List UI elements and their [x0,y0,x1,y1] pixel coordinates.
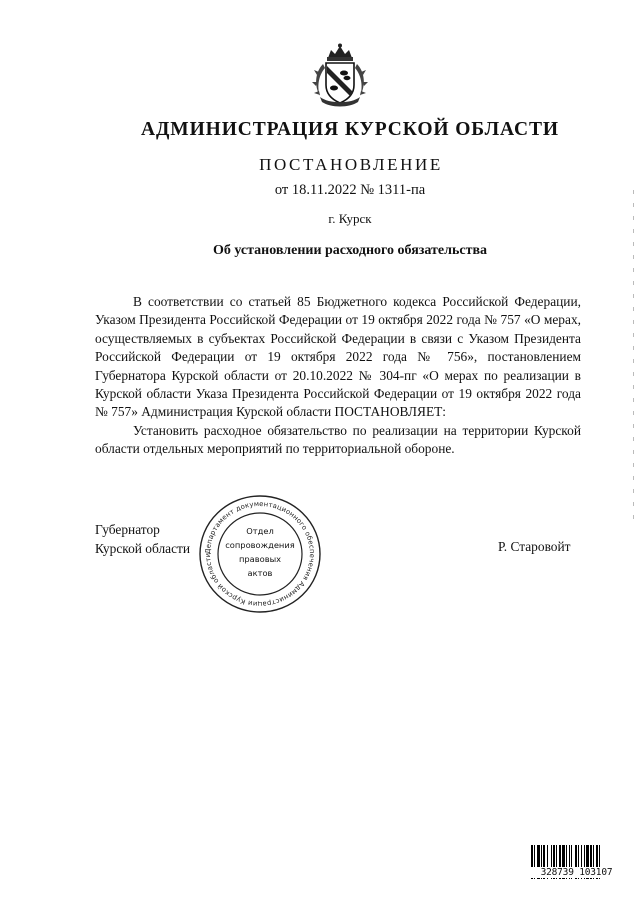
stamp-ring-text: Департамент документационного обеспечения Администрации Курской области [203,499,317,609]
document-type: ПОСТАНОВЛЕНИЕ [259,155,443,174]
document-date-number: от 18.11.2022 № 1311-па [274,182,426,198]
signatory-name: Р. Старовойт [498,539,571,554]
signatory-position-line: Губернатор [95,522,160,537]
stamp-line: сопровождения [225,540,295,550]
kursk-coat-of-arms-icon [311,42,369,108]
document-city: г. Курск [328,211,372,226]
stamp-line: актов [247,568,273,578]
body-paragraph: В соответствии со статьей 85 Бюджетного кодекса Российской Федерации, Указом Президента Российской Федерации от 19 октября 2022 года № 757 «О мерах, осуществляемых в субъектах Российской Федерации в связи с Указом Президента Российской Федерации от 19 октября 2022 года № 756», постановлением Губернатора Курской области от 20.10.2022 № 304-пг «О мерах по реализации в Курской области Указа Президента Российской Федерации от 19 октября 2022 года № 757» Администрация Курской области ПОСТАНОВЛЯЕТ: [95,294,581,420]
signatory-position-line: Курской области [95,541,191,556]
official-stamp [196,492,324,616]
organization-title: АДМИНИСТРАЦИЯ КУРСКОЙ ОБЛАСТИ [140,119,559,140]
document-body [95,293,581,459]
scan-edge-mark [632,190,635,520]
stamp-line: правовых [238,554,282,564]
barcode-number: 328739 103107 [531,867,622,878]
body-paragraph: Установить расходное обязательство по реализации на территории Курской области отдельных мероприятий по территориальной обороне. [95,422,581,457]
document-subject: Об установлении расходного обязательства [212,243,488,258]
signatory-position [95,520,190,558]
stamp-line: Отдел [246,526,274,536]
